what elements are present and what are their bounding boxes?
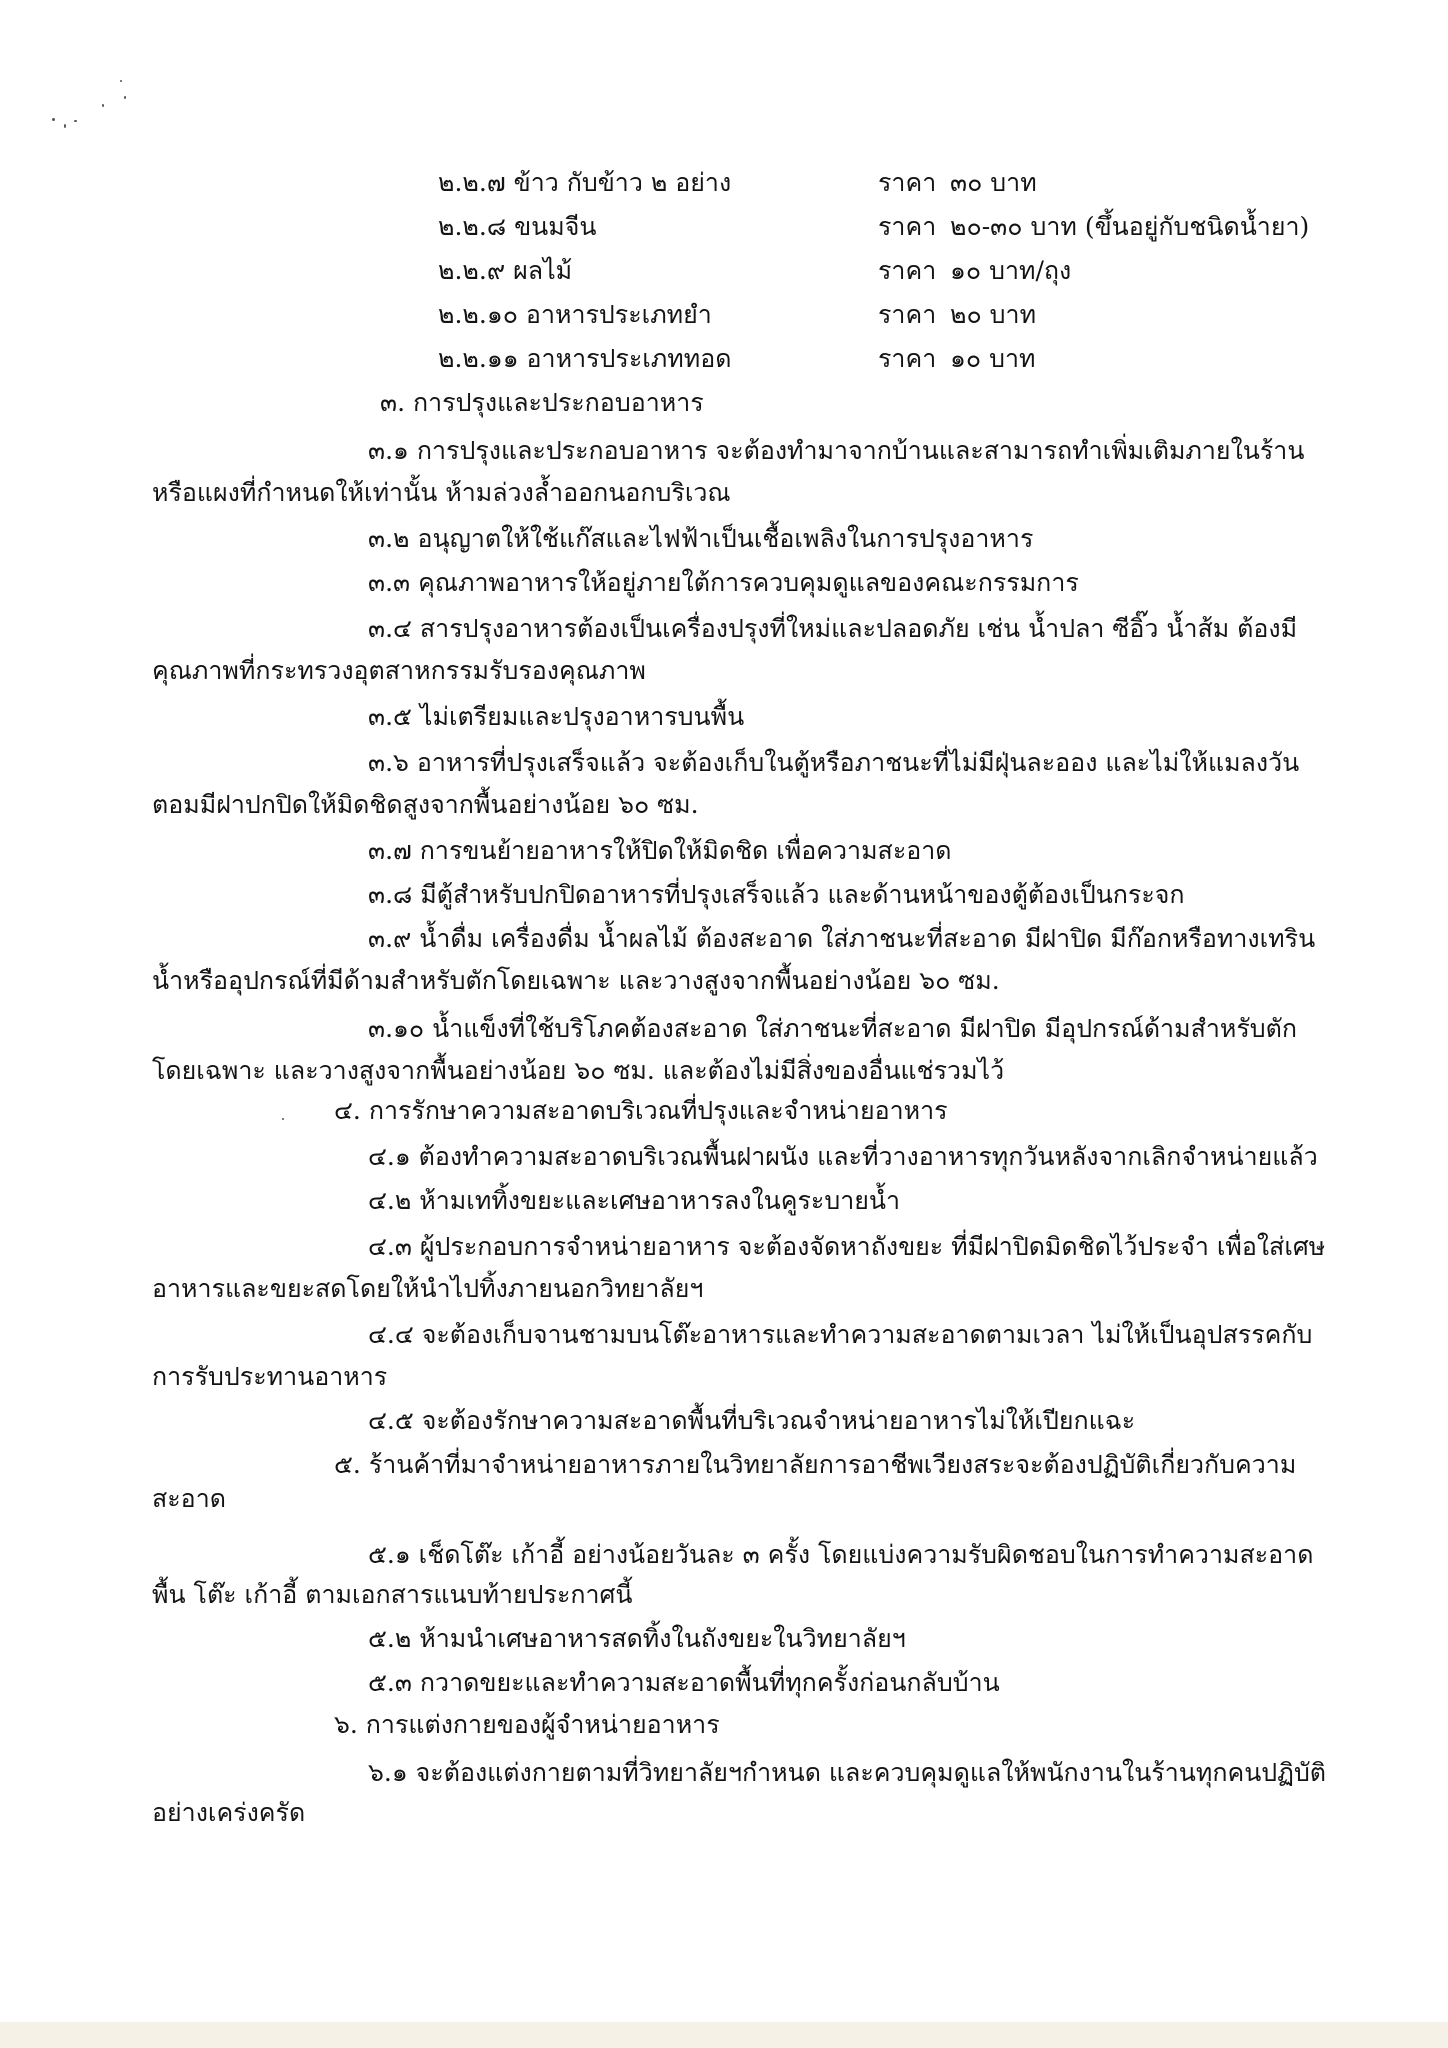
clause-continuation: ตอมมีฝาปกปิดให้มิดชิดสูงจากพื้นอย่างน้อย ๖๐ ซม.	[152, 790, 699, 819]
price-label: ราคา	[878, 212, 937, 241]
price-label: ราคา	[878, 168, 937, 197]
scan-bottom-edge	[0, 2022, 1448, 2048]
section-heading: ๔. การรักษาความสะอาดบริเวณที่ปรุงและจำหน่ายอาหาร	[334, 1096, 948, 1125]
section-heading: ๓. การปรุงและประกอบอาหาร	[380, 388, 704, 417]
scan-speck	[64, 124, 66, 128]
clause-continuation: โดยเฉพาะ และวางสูงจากพื้นอย่างน้อย ๖๐ ซม. และต้องไม่มีสิ่งของอื่นแช่รวมไว้	[152, 1056, 1005, 1085]
clause-continuation: หรือแผงที่กำหนดให้เท่านั้น ห้ามล่วงล้ำออกนอกบริเวณ	[152, 478, 731, 507]
clause-line: ๕.๓ กวาดขยะและทำความสะอาดพื้นที่ทุกครั้งก่อนกลับบ้าน	[368, 1668, 1000, 1697]
price-value: ๓๐ บาท	[950, 168, 1037, 197]
clause-line: ๓.๖ อาหารที่ปรุงเสร็จแล้ว จะต้องเก็บในตู้หรือภาชนะที่ไม่มีฝุ่นละออง และไม่ให้แมลงวัน	[368, 748, 1300, 777]
clause-line: ๓.๑ การปรุงและประกอบอาหาร จะต้องทำมาจากบ้านและสามารถทำเพิ่มเติมภายในร้าน	[368, 436, 1305, 465]
clause-line: ๓.๗ การขนย้ายอาหารให้ปิดให้มิดชิด เพื่อความสะอาด	[368, 836, 952, 865]
section-heading: ๕. ร้านค้าที่มาจำหน่ายอาหารภายในวิทยาลัยการอาชีพเวียงสระจะต้องปฏิบัติเกี่ยวกับความ	[334, 1450, 1297, 1479]
clause-line: ๖.๑ จะต้องแต่งกายตามที่วิทยาลัยฯกำหนด และควบคุมดูแลให้พนักงานในร้านทุกคนปฏิบัติ	[368, 1758, 1327, 1787]
section-heading-continuation: สะอาด	[152, 1484, 226, 1513]
clause-line: ๕.๒ ห้ามนำเศษอาหารสดทิ้งในถังขยะในวิทยาลัยฯ	[368, 1624, 906, 1653]
price-item: ๒.๒.๑๐ อาหารประเภทยำ	[438, 300, 712, 329]
price-item: ๒.๒.๗ ข้าว กับข้าว ๒ อย่าง	[438, 168, 732, 197]
clause-line: ๔.๑ ต้องทำความสะอาดบริเวณพื้นฝาผนัง และที่วางอาหารทุกวันหลังจากเลิกจำหน่ายแล้ว	[368, 1142, 1318, 1171]
clause-line: ๔.๓ ผู้ประกอบการจำหน่ายอาหาร จะต้องจัดหาถังขยะ ที่มีฝาปิดมิดชิดไว้ประจำ เพื่อใส่เศษ	[368, 1232, 1326, 1261]
price-label: ราคา	[878, 256, 937, 285]
price-label: ราคา	[878, 344, 937, 373]
clause-line: ๓.๘ มีตู้สำหรับปกปิดอาหารที่ปรุงเสร็จแล้ว และด้านหน้าของตู้ต้องเป็นกระจก	[368, 880, 1185, 909]
price-value: ๒๐-๓๐ บาท (ขึ้นอยู่กับชนิดน้ำยา)	[950, 212, 1310, 241]
clause-line: ๓.๓ คุณภาพอาหารให้อยู่ภายใต้การควบคุมดูแลของคณะกรรมการ	[368, 568, 1079, 597]
price-label: ราคา	[878, 300, 937, 329]
clause-continuation: คุณภาพที่กระทรวงอุตสาหกรรมรับรองคุณภาพ	[152, 656, 646, 685]
price-value: ๑๐ บาท/ถุง	[950, 256, 1072, 285]
clause-line: ๓.๒ อนุญาตให้ใช้แก๊สและไฟฟ้าเป็นเชื้อเพลิงในการปรุงอาหาร	[368, 524, 1034, 553]
price-value: ๒๐ บาท	[950, 300, 1037, 329]
scan-speck	[120, 80, 122, 82]
scan-speck	[74, 120, 77, 122]
clause-line: ๓.๕ ไม่เตรียมและปรุงอาหารบนพื้น	[368, 702, 745, 731]
clause-line: ๔.๒ ห้ามเททิ้งขยะและเศษอาหารลงในคูระบายน้ำ	[368, 1186, 901, 1215]
clause-continuation: การรับประทานอาหาร	[152, 1362, 388, 1391]
price-item: ๒.๒.๘ ขนมจีน	[438, 212, 597, 241]
clause-line: ๔.๔ จะต้องเก็บจานชามบนโต๊ะอาหารและทำความสะอาดตามเวลา ไม่ให้เป็นอุปสรรคกับ	[368, 1320, 1313, 1349]
clause-line: ๓.๙ น้ำดื่ม เครื่องดื่ม น้ำผลไม้ ต้องสะอาด ใส่ภาชนะที่สะอาด มีฝาปิด มีก๊อกหรือทางเทริน	[368, 924, 1316, 953]
clause-line: ๔.๕ จะต้องรักษาความสะอาดพื้นที่บริเวณจำหน่ายอาหารไม่ให้เปียกแฉะ	[368, 1406, 1136, 1435]
clause-line: ๕.๑ เช็ดโต๊ะ เก้าอี้ อย่างน้อยวันละ ๓ ครั้ง โดยแบ่งความรับผิดชอบในการทำความสะอาด	[368, 1540, 1314, 1569]
price-value: ๑๐ บาท	[950, 344, 1036, 373]
scan-speck	[282, 1118, 284, 1120]
scan-speck	[52, 118, 55, 121]
price-item: ๒.๒.๑๑ อาหารประเภททอด	[438, 344, 732, 373]
scan-speck	[102, 104, 104, 107]
clause-line: ๓.๑๐ น้ำแข็งที่ใช้บริโภคต้องสะอาด ใส่ภาชนะที่สะอาด มีฝาปิด มีอุปกรณ์ด้ามสำหรับตัก	[368, 1014, 1298, 1043]
clause-continuation: อย่างเคร่งครัด	[152, 1798, 306, 1827]
clause-continuation: น้ำหรืออุปกรณ์ที่มีด้ามสำหรับตักโดยเฉพาะ และวางสูงจากพื้นอย่างน้อย ๖๐ ซม.	[152, 966, 1000, 995]
price-item: ๒.๒.๙ ผลไม้	[438, 256, 573, 285]
clause-continuation: พื้น โต๊ะ เก้าอี้ ตามเอกสารแนบท้ายประกาศนี้	[152, 1580, 633, 1609]
clause-line: ๓.๔ สารปรุงอาหารต้องเป็นเครื่องปรุงที่ใหม่และปลอดภัย เช่น น้ำปลา ซีอิ๊ว น้ำส้ม ต้องมี	[368, 614, 1298, 643]
section-heading: ๖. การแต่งกายของผู้จำหน่ายอาหาร	[334, 1710, 720, 1739]
clause-continuation: อาหารและขยะสดโดยให้นำไปทิ้งภายนอกวิทยาลัยฯ	[152, 1274, 704, 1303]
scan-speck	[124, 96, 126, 99]
